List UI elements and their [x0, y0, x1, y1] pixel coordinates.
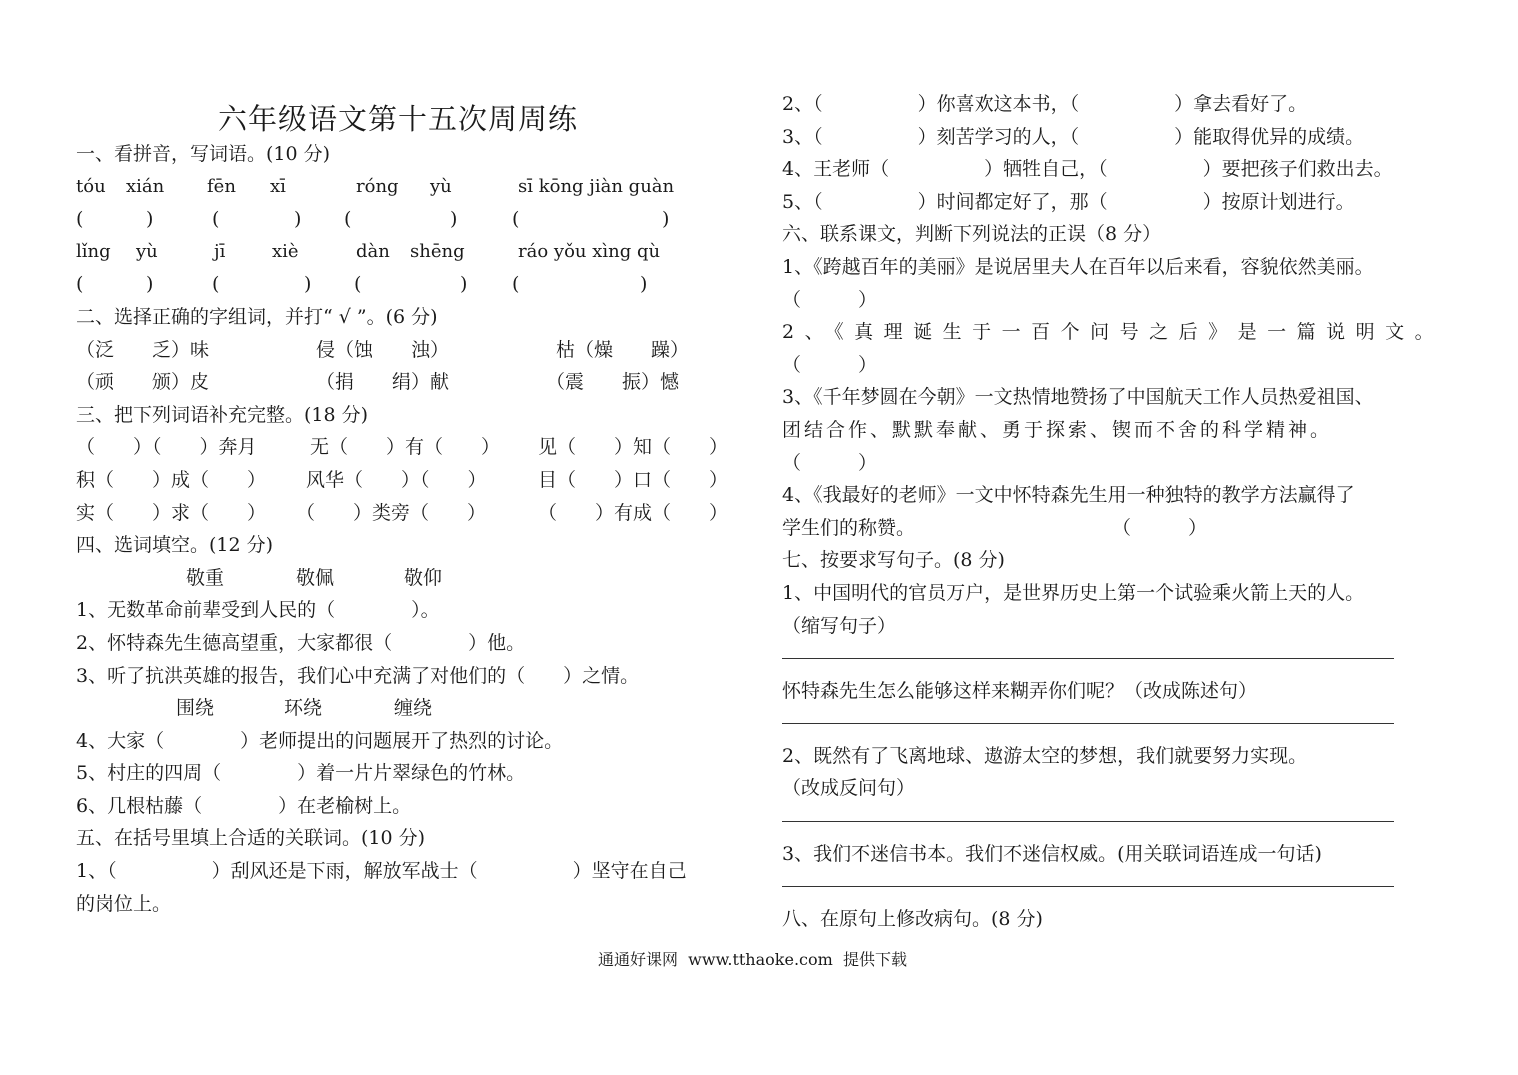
idiom-blank: 风华（ ）（ ） — [306, 468, 487, 491]
word-option: 敬重 — [186, 566, 225, 589]
pinyin: xī — [270, 175, 286, 197]
pinyin: yù — [136, 240, 158, 262]
word-option: 环绕 — [284, 697, 323, 720]
open-bracket: ( — [354, 273, 362, 296]
word-option: 围绕 — [176, 697, 215, 720]
answer-brackets-row-1 — [76, 203, 744, 236]
char-choice-row-2 — [76, 366, 744, 399]
idiom-blank: （ ）（ ）奔月 — [76, 436, 257, 459]
judge-question-cont — [782, 512, 1462, 545]
pinyin: yù — [430, 175, 452, 197]
judge-answer-blank: （ ） — [1112, 516, 1208, 539]
fill-question: 4、大家（ ）老师提出的问题展开了热烈的讨论。 — [76, 729, 564, 752]
judge-question: 4、《我最好的老师》一文中怀特森先生用一种独特的教学方法赢得了 — [782, 484, 1355, 507]
char-choice: （捐 绢）献 — [316, 371, 450, 394]
section-8-heading: 八、在原句上修改病句。(8 分) — [782, 907, 1043, 930]
pinyin: fēn — [207, 175, 236, 197]
char-choice-row-1 — [76, 334, 744, 367]
idiom-blank: 无（ ）有（ ） — [310, 436, 501, 459]
pinyin-row-2 — [76, 236, 744, 269]
fill-question: 6、几根枯藤（ ）在老榆树上。 — [76, 794, 412, 817]
word-option: 敬仰 — [404, 566, 443, 589]
char-choice: （泛 乏）味 — [76, 338, 210, 361]
close-bracket: ) — [662, 208, 670, 231]
section-2-heading: 二、选择正确的字组词，并打“ √ ”。(6 分) — [76, 305, 438, 328]
pinyin-row-1 — [76, 171, 744, 204]
rewrite-question: 1、中国明代的官员万户，是世界历史上第一个试验乘火箭上天的人。 — [782, 581, 1365, 604]
fill-question: 1、无数革命前辈受到人民的（ ）。 — [76, 599, 440, 622]
rewrite-instruction: （改成反问句） — [782, 777, 916, 800]
close-bracket: ) — [640, 273, 648, 296]
close-bracket: ) — [146, 208, 154, 231]
pinyin: tóu — [76, 175, 106, 197]
left-column — [76, 88, 744, 920]
judge-question-cont: 团结合作、默默奉献、勇于探索、锲而不舍的科学精神。 — [782, 418, 1333, 441]
section-7-heading: 七、按要求写句子。(8 分) — [782, 549, 1005, 572]
fill-question: 3、听了抗洪英雄的报告，我们心中充满了对他们的（ ）之情。 — [76, 664, 640, 687]
word-option: 缠绕 — [394, 697, 433, 720]
idiom-blank: （ ）有成（ ） — [538, 501, 729, 524]
judge-question: 3、《千年梦圆在今朝》一文热情地赞扬了中国航天工作人员热爱祖国、 — [782, 386, 1374, 409]
open-bracket: ( — [344, 208, 352, 231]
close-bracket: ) — [294, 208, 302, 231]
idiom-row-2 — [76, 464, 744, 497]
word-bank-2 — [76, 692, 744, 725]
pinyin: jī — [214, 240, 226, 262]
answer-line — [782, 870, 1462, 903]
open-bracket: ( — [212, 208, 220, 231]
judge-answer-blank: （ ） — [782, 353, 878, 376]
answer-line — [782, 707, 1462, 740]
open-bracket: ( — [512, 208, 520, 231]
word-option: 敬佩 — [296, 566, 335, 589]
close-bracket: ) — [146, 273, 154, 296]
pinyin: xiè — [272, 240, 299, 262]
conjunction-question: 2、（ ）你喜欢这本书，（ ）拿去看好了。 — [782, 93, 1308, 115]
conjunction-question: 1、（ ）刮风还是下雨，解放军战士（ ）坚守在自己 — [76, 860, 687, 883]
idiom-row-3 — [76, 497, 744, 530]
rewrite-question: 2、既然有了飞离地球、遨游太空的梦想，我们就要努力实现。 — [782, 744, 1308, 767]
close-bracket: ) — [304, 273, 312, 296]
conjunction-question: 3、（ ）刻苦学习的人，（ ）能取得优异的成绩。 — [782, 125, 1365, 148]
section-1-heading: 一、看拼音，写词语。(10 分) — [76, 143, 331, 165]
judge-answer-blank: （ ） — [782, 451, 878, 474]
fill-question: 5、村庄的四周（ ）着一片片翠绿色的竹林。 — [76, 762, 526, 785]
rewrite-instruction: （缩写句子） — [782, 614, 897, 637]
idiom-blank: 见（ ）知（ ） — [538, 436, 729, 459]
right-column — [782, 88, 1462, 935]
rewrite-question: 怀特森先生怎么能够这样来糊弄你们呢？（改成陈述句） — [782, 679, 1258, 702]
idiom-blank: 实（ ）求（ ） — [76, 501, 267, 524]
section-3-heading: 三、把下列词语补充完整。(18 分) — [76, 403, 369, 426]
conjunction-question-cont: 的岗位上。 — [76, 892, 172, 915]
pinyin: róng — [356, 175, 399, 197]
pinyin: dàn — [356, 240, 390, 262]
close-bracket: ) — [460, 273, 468, 296]
open-bracket: ( — [76, 208, 84, 231]
idiom-blank: （ ）类旁（ ） — [296, 501, 487, 524]
char-choice: 枯（燥 躁） — [556, 338, 690, 361]
answer-line — [782, 642, 1462, 675]
close-bracket: ) — [450, 208, 458, 231]
pinyin: xián — [126, 175, 165, 197]
word-bank-1 — [76, 562, 744, 595]
open-bracket: ( — [512, 273, 520, 296]
page-title: 六年级语文第十五次周周练 — [218, 102, 579, 136]
char-choice: （震 振）憾 — [546, 371, 680, 394]
open-bracket: ( — [76, 273, 84, 296]
char-choice: （顽 颁）皮 — [76, 371, 210, 394]
pinyin: sī kōng jiàn guàn — [518, 175, 675, 197]
conjunction-question: 4、王老师（ ）牺牲自己，（ ）要把孩子们救出去。 — [782, 158, 1393, 181]
char-choice: 侵（蚀 浊） — [316, 338, 450, 361]
section-6-heading: 六、联系课文，判断下列说法的正误（8 分） — [782, 223, 1162, 246]
judge-question-text: 学生们的称赞。 — [782, 516, 916, 539]
answer-line — [782, 805, 1462, 838]
fill-question: 2、怀特森先生德高望重，大家都很（ ）他。 — [76, 631, 526, 654]
section-4-heading: 四、选词填空。(12 分) — [76, 534, 274, 557]
idiom-row-1 — [76, 431, 744, 464]
pinyin: lǐng — [76, 240, 111, 262]
idiom-blank: 目（ ）口（ ） — [538, 468, 729, 491]
answer-brackets-row-2 — [76, 268, 744, 301]
pinyin: shēng — [410, 240, 465, 262]
pinyin: ráo yǒu xìng qù — [518, 240, 661, 262]
judge-answer-blank: （ ） — [782, 288, 878, 311]
rewrite-question: 3、我们不迷信书本。我们不迷信权威。(用关联词语连成一句话) — [782, 842, 1322, 865]
section-5-heading: 五、在括号里填上合适的关联词。(10 分) — [76, 827, 426, 850]
footer-credit: 通通好课网 www.tthaoke.com 提供下载 — [598, 950, 907, 969]
judge-question: 1、《跨越百年的美丽》是说居里夫人在百年以后来看，容貌依然美丽。 — [782, 255, 1374, 278]
idiom-blank: 积（ ）成（ ） — [76, 468, 267, 491]
open-bracket: ( — [212, 273, 220, 296]
conjunction-question: 5、（ ）时间都定好了，那（ ）按原计划进行。 — [782, 190, 1355, 213]
judge-question: 2、《真理诞生于一百个问号之后》是一篇说明文。 — [782, 321, 1445, 344]
